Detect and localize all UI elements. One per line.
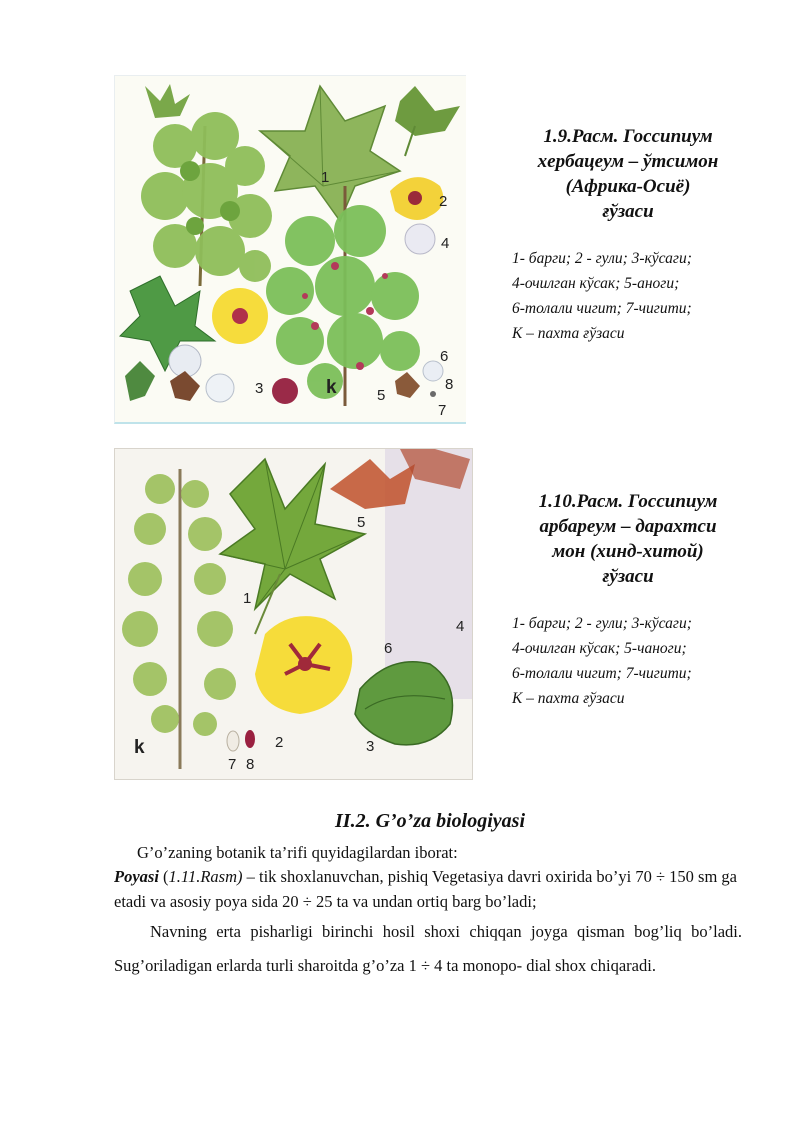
paragraph-early-maturity (114, 915, 742, 983)
label-2: 2 (439, 193, 448, 210)
figure-reference: 1.11.Rasm) (168, 867, 243, 886)
paragraph-intro: G’o’zaning botanik ta’rifi quyidagilardan iborat: (137, 843, 458, 862)
paragraph-text: Navning erta pisharligi birinchi hosil shoxi chiqqan joyga qisman bog’liq bo’ladi. Sug’oriladigan erlarda turli sharoitda g’o’za 1 ÷ 4 ta monopo- dial shox chiqaradi. (114, 922, 742, 975)
ref-open: ( (158, 867, 169, 886)
cotton-plant-arboreum-illustration (115, 449, 472, 779)
label-3: 3 (366, 738, 375, 755)
figure2-legend (512, 611, 692, 711)
label-7: 7 (228, 756, 237, 773)
caption-line: 1.9.Расм. Госсипиум (543, 126, 713, 147)
figure2-caption (505, 489, 751, 589)
legend-line: К – пахта ғўзаси (512, 325, 625, 342)
figure-gossypium-arboreum (114, 448, 473, 780)
label-5: 5 (377, 387, 386, 404)
label-4: 4 (456, 618, 465, 635)
label-6: 6 (440, 348, 449, 365)
caption-line: ғўзаси (602, 201, 654, 222)
caption-line: 1.10.Расм. Госсипиум (538, 491, 718, 512)
label-8: 8 (445, 376, 454, 393)
paragraph-text: – tik shoxlanuvchan, pishiq Vegetasiya davri oxirida bo’yi 70 ÷ 150 sm ga etadi va asosiy poya sida 20 ÷ 25 ta va undan ortiq barg bo’ladi; (114, 867, 737, 911)
label-2: 2 (275, 734, 284, 751)
caption-line: арбареум – дарахтси (539, 516, 717, 537)
caption-line: ғўзаси (602, 566, 654, 587)
label-4: 4 (441, 235, 450, 252)
legend-line: 4-очилган кўсак; 5-чаноги; (512, 640, 687, 657)
caption-line: хербацеум – ўтсимон (537, 151, 719, 172)
legend-line: 1- барги; 2 - гули; 3-кўсаги; (512, 250, 692, 267)
figure1-caption (505, 124, 751, 224)
term-poyasi: Poyasi (114, 867, 159, 886)
label-6: 6 (384, 640, 393, 657)
cotton-plant-herbaceum-illustration (115, 76, 466, 422)
label-3: 3 (255, 380, 264, 397)
label-k: k (326, 377, 337, 398)
caption-line: мон (хинд-хитой) (552, 541, 704, 562)
label-8: 8 (246, 756, 255, 773)
section-title: II.2. G’o’za biologiyasi (335, 810, 525, 832)
figure-gossypium-herbaceum (114, 75, 466, 424)
caption-line: (Африка-Осиё) (565, 176, 691, 197)
paragraph-poyasi (114, 864, 742, 914)
figure1-legend (512, 246, 692, 346)
label-1: 1 (243, 590, 252, 607)
label-5: 5 (357, 514, 366, 531)
legend-line: 1- барги; 2 - гули; 3-кўсаги; (512, 615, 692, 632)
legend-line: К – пахта ғўзаси (512, 690, 625, 707)
legend-line: 6-толали чигит; 7-чигити; (512, 300, 692, 317)
label-k: k (134, 737, 145, 758)
label-1: 1 (321, 169, 330, 186)
legend-line: 4-очилган кўсак; 5-аноги; (512, 275, 680, 292)
label-7: 7 (438, 402, 447, 419)
legend-line: 6-толали чигит; 7-чигити; (512, 665, 692, 682)
